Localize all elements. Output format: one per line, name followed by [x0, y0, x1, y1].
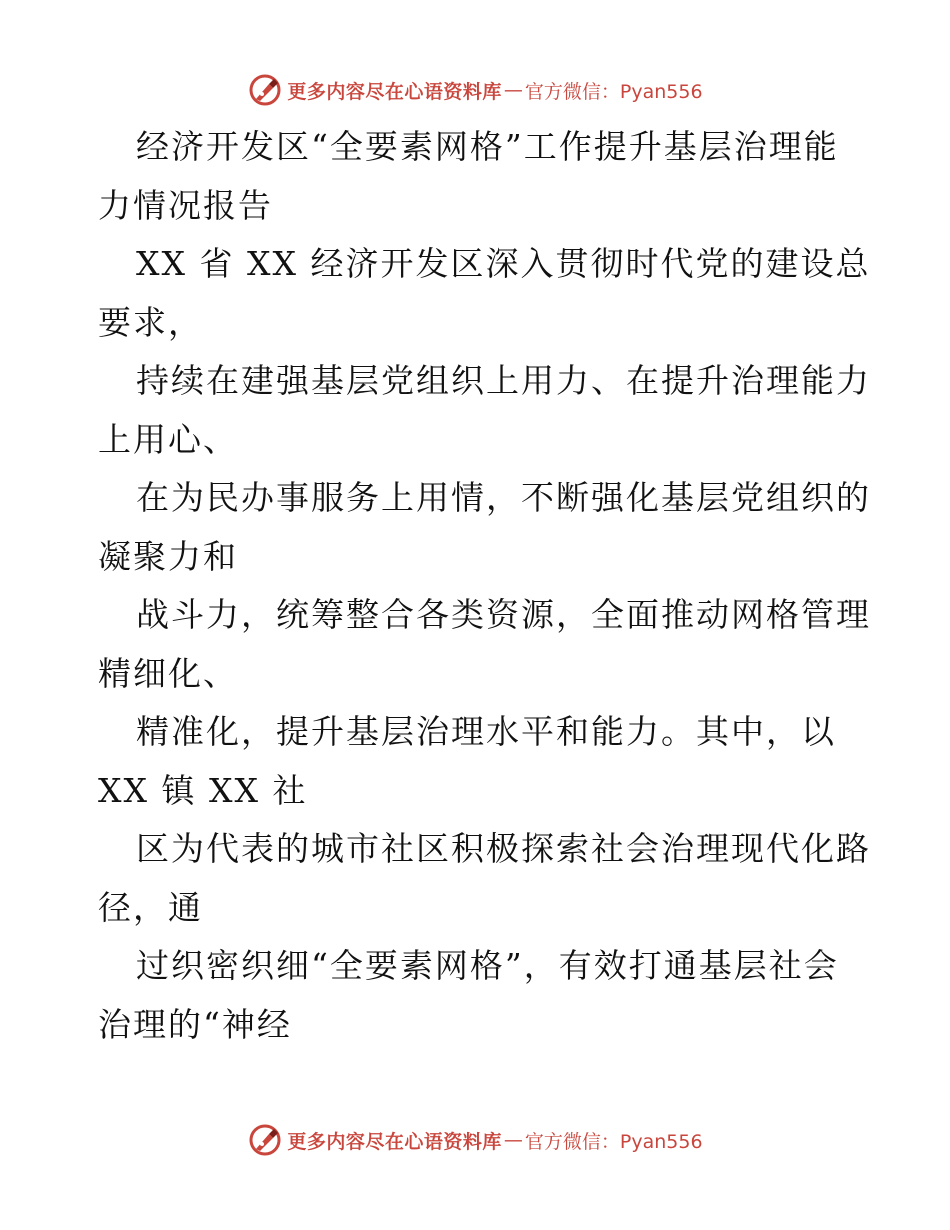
doc-line: 力情况报告 — [98, 185, 273, 225]
doc-line: 治理的“神经 — [98, 1004, 292, 1044]
doc-line: 经济开发区“全要素网格”工作提升基层治理能 — [136, 127, 839, 166]
footer-wechat-text: 官方微信：Pyan556 — [524, 1130, 703, 1153]
doc-line: 在为民办事服务上用情，不断强化基层党组织的 — [136, 478, 871, 517]
footer-separator: — — [503, 1129, 523, 1151]
pen-nib-logo-icon — [247, 72, 283, 108]
doc-line: 径，通 — [98, 887, 203, 927]
doc-line: 精准化，提升基层治理水平和能力。其中，以 — [136, 712, 836, 751]
banner-main-text: 更多内容尽在心语资料库 — [287, 80, 502, 103]
banner-wechat-text: 官方微信：Pyan556 — [524, 80, 703, 103]
pen-nib-logo-icon — [247, 1122, 283, 1158]
doc-line: 要求， — [98, 302, 203, 342]
header-banner — [0, 70, 950, 110]
doc-line: XX 省 XX 经济开发区深入贯彻时代党的建设总 — [136, 244, 871, 283]
doc-line: 精细化、 — [98, 653, 238, 693]
doc-line: XX 镇 XX 社 — [98, 770, 308, 810]
doc-line: 凝聚力和 — [98, 536, 238, 576]
doc-line: 持续在建强基层党组织上用力、在提升治理能力 — [136, 361, 871, 400]
footer-banner — [0, 1120, 950, 1160]
doc-line: 上用心、 — [98, 419, 238, 459]
doc-line: 过织密织细“全要素网格”，有效打通基层社会 — [136, 946, 839, 985]
doc-line: 区为代表的城市社区积极探索社会治理现代化路 — [136, 829, 871, 868]
banner-separator: — — [503, 79, 523, 101]
document-body — [98, 118, 871, 1054]
footer-main-text: 更多内容尽在心语资料库 — [287, 1130, 502, 1153]
doc-line: 战斗力，统筹整合各类资源，全面推动网格管理 — [136, 595, 871, 634]
